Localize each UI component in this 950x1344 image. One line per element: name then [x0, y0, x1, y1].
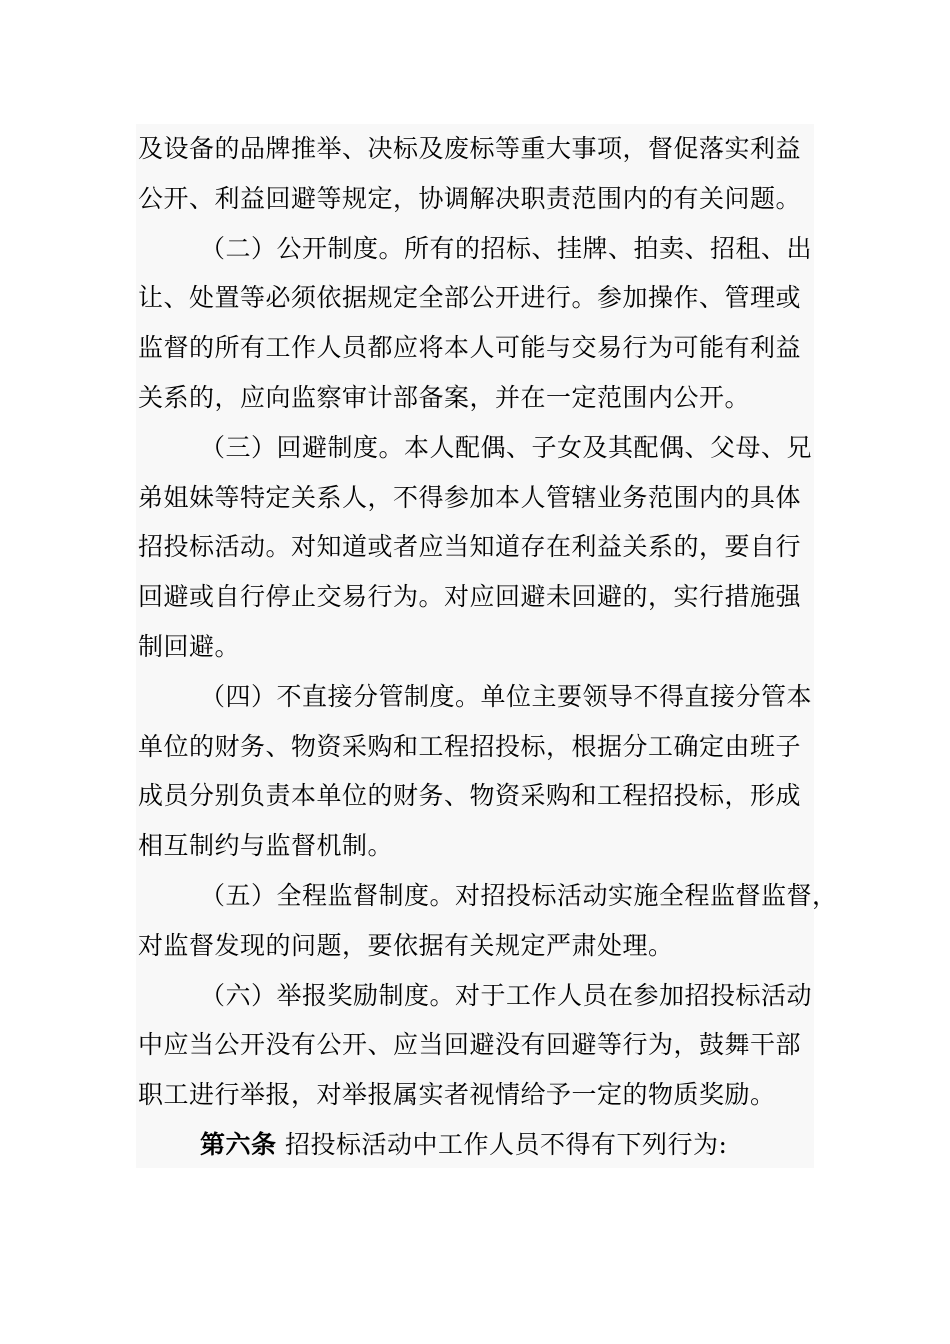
paragraph-start-line: （四）不直接分管制度。单位主要领导不得直接分管本 — [200, 681, 813, 711]
text-line: 成员分别负责本单位的财务、物资采购和工程招投标，形成 — [138, 781, 802, 811]
text-line: 招投标活动。对知道或者应当知道存在利益关系的，要自行 — [138, 532, 802, 562]
text-line: 中应当公开没有公开、应当回避没有回避等行为，鼓舞干部 — [138, 1030, 802, 1060]
text-line: 制回避。 — [138, 631, 241, 661]
paragraph-start-line: （六）举报奖励制度。对于工作人员在参加招投标活动 — [200, 980, 813, 1010]
paragraph-start-line: （三）回避制度。本人配偶、子女及其配偶、父母、兄 — [200, 432, 813, 462]
text-line: 公开、利益回避等规定，协调解决职责范围内的有关问题。 — [138, 183, 802, 213]
text-line: 让、处置等必须依据规定全部公开进行。参加操作、管理或 — [138, 283, 802, 313]
article-six-line — [138, 1120, 814, 1170]
paragraph-start-line: （五）全程监督制度。对招投标活动实施全程监督监督， — [200, 880, 838, 910]
article-six-text: 招投标活动中工作人员不得有下列行为: — [276, 1129, 728, 1159]
paragraph-start-line: （二）公开制度。所有的招标、挂牌、拍卖、招租、出 — [200, 233, 813, 263]
text-line: 对监督发现的问题，要依据有关规定严肃处理。 — [138, 930, 674, 960]
text-line: 关系的，应向监察审计部备案，并在一定范围内公开。 — [138, 382, 751, 412]
text-line: 监督的所有工作人员都应将本人可能与交易行为可能有利益 — [138, 333, 802, 363]
article-six-heading: 第六条 — [200, 1129, 277, 1159]
document-body — [138, 124, 838, 1170]
text-line: 单位的财务、物资采购和工程招投标，根据分工确定由班子 — [138, 731, 802, 761]
text-line: 职工进行举报，对举报属实者视情给予一定的物质奖励。 — [138, 1080, 776, 1110]
text-line: 回避或自行停止交易行为。对应回避未回避的，实行措施强 — [138, 582, 802, 612]
text-line: 弟姐妹等特定关系人，不得参加本人管辖业务范围内的具体 — [138, 482, 802, 512]
text-line: 相互制约与监督机制。 — [138, 831, 394, 861]
text-line: 及设备的品牌推举、决标及废标等重大事项，督促落实利益 — [138, 134, 802, 163]
